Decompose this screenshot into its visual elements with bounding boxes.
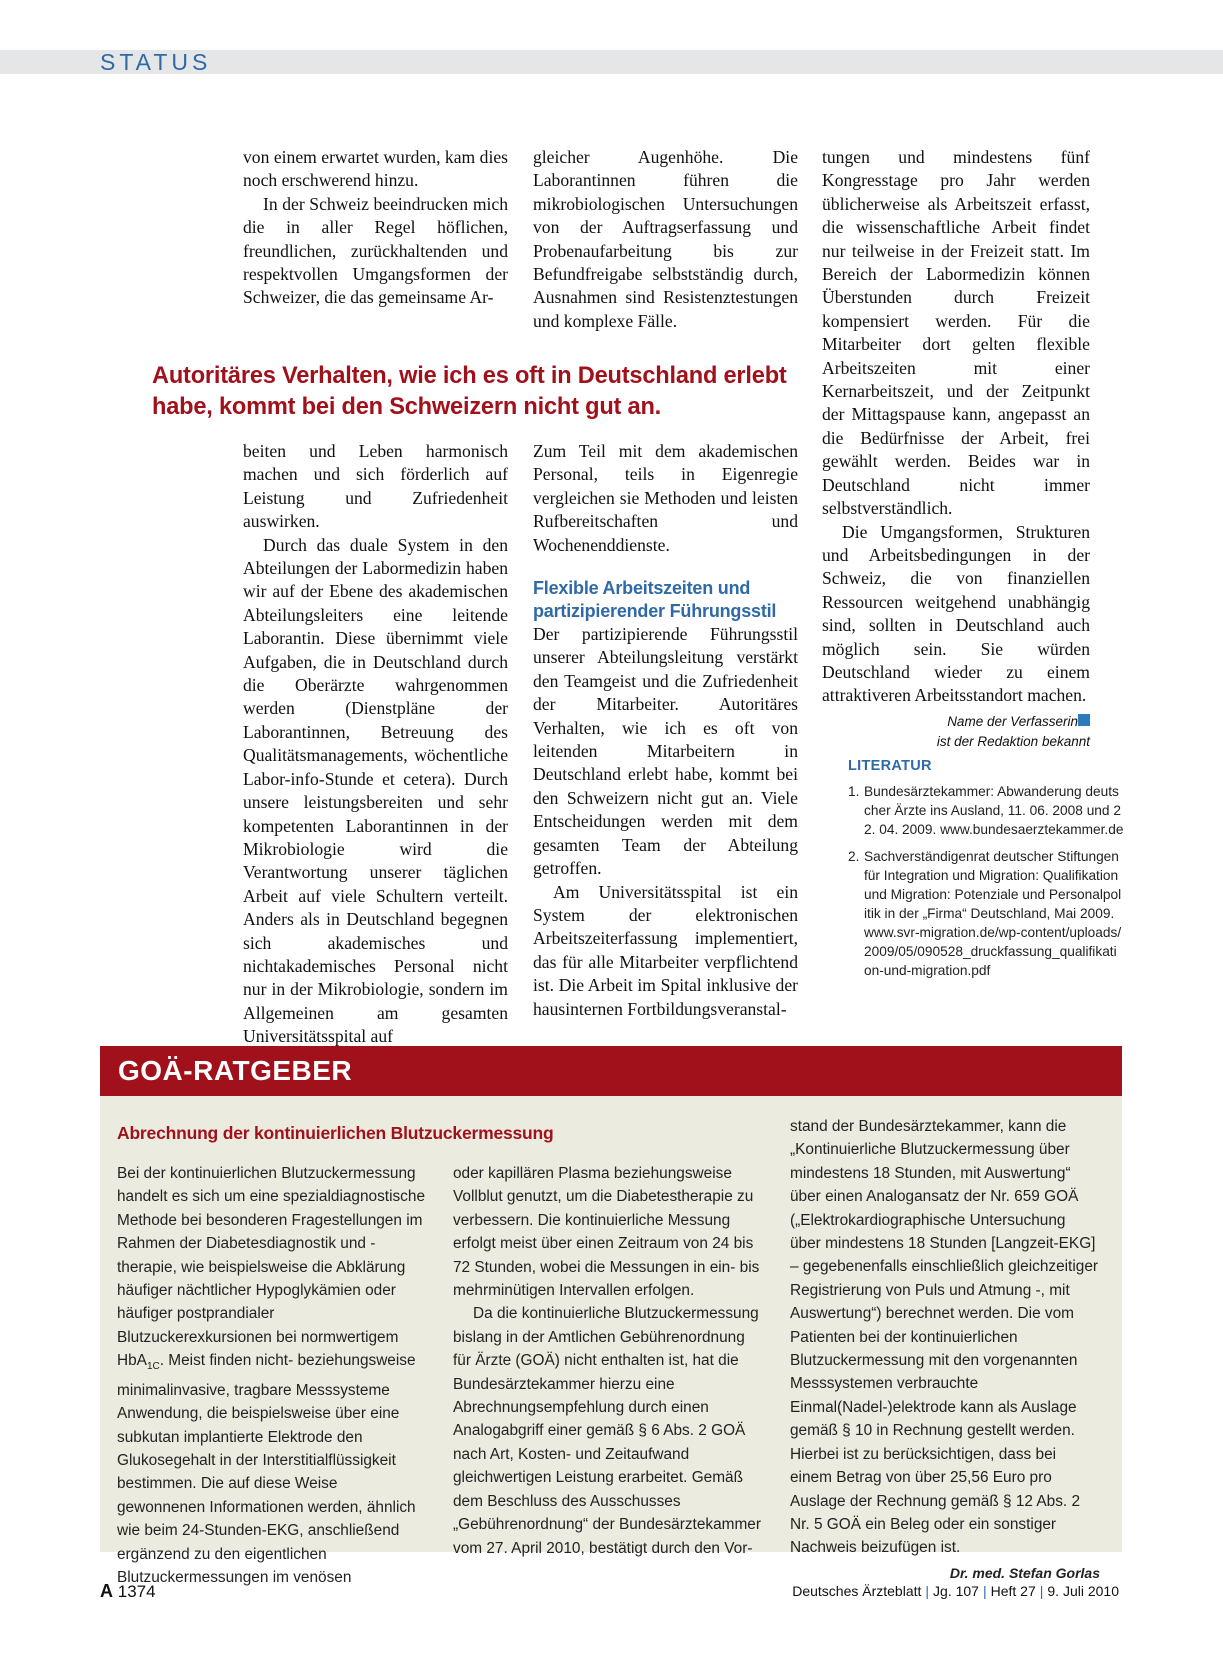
paragraph: von einem erwartet wurden, kam dies noch erschwerend hinzu. xyxy=(243,147,508,191)
paragraph: In der Schweiz beeindrucken mich die in aller Regel höflichen, freundlichen, zurückhaltenden und respektvollen Umgangsformen der Schweizer, die das gemeinsame Ar- xyxy=(243,193,508,308)
section-subheading: Flexible Arbeitszeiten und partizipierender Führungsstil xyxy=(533,578,777,622)
article-column-2-top xyxy=(533,146,798,333)
section-label: STATUS xyxy=(100,49,212,75)
paragraph xyxy=(822,521,1090,708)
literature-heading: LITERATUR xyxy=(848,758,932,774)
paragraph-text: . Meist finden nicht- beziehungsweise minimalinvasive, tragbare Messsysteme Anwendung, die beispielsweise über eine subkutan implantierte Elektrode den Glukosegehalt in der Interstitialflüssigkeit bestimmen. Die auf diese Weise gewonnenen Informationen werden, ähnlich wie beim 24-Stunden-EKG, anschließend ergänzend zu den eigentlichen Blutzuckermessungen im venösen xyxy=(117,1352,416,1586)
literature-text: Sachverständigenrat deutscher Stiftungen für Integration und Migration: Qualifikation und Migration: Potenziale und Personalpolitik in der „Firma“ Deutschland, Mai 2009. www.svr-migration.de/wp-content/uploads/2009/05/090528_druckfassung_qualifikation-und-migration.pdf xyxy=(864,849,1122,978)
paragraph-text: Die Umgangsformen, Strukturen und Arbeitsbedingungen in der Schweiz, die von finanziellen Ressourcen weitgehend unabhängig sind, sollten in Deutschland auch möglich sein. Sie würden Deutschland wieder zu einem attraktiveren Arbeitsstandort machen. xyxy=(822,521,1090,706)
article-column-2-bottom xyxy=(533,440,798,1021)
literature-list xyxy=(848,782,1124,988)
end-mark-icon xyxy=(1078,714,1090,726)
goa-title: GOÄ-RATGEBER xyxy=(118,1055,353,1086)
literature-item xyxy=(848,847,1124,980)
paragraph-text: Bei der kontinuierlichen Blutzuckermessung handelt es sich um eine spezialdiagnostische Methode bei besonderen Fragestellungen im Rahmen der Diabetesdiagnostik und -therapie, wie beispielsweise die Abklärung häufiger nächtlicher Hypoglykämien oder häufiger postprandialer Blutzuckerexkursionen bei normwertigem HbA xyxy=(117,1165,426,1370)
goa-column-1 xyxy=(117,1162,425,1589)
page-number-value: 1374 xyxy=(117,1582,156,1601)
subscript: 1C xyxy=(146,1361,160,1373)
goa-author: Dr. med. Stefan Gorlas xyxy=(949,1564,1100,1581)
page-prefix: A xyxy=(100,1581,113,1601)
paragraph: beiten und Leben harmonisch machen und sich förderlich auf Leistung und Zufriedenheit auswirken. xyxy=(243,441,508,532)
article-column-1-top xyxy=(243,146,508,310)
article-column-1-bottom xyxy=(243,440,508,1049)
literature-item xyxy=(848,782,1124,839)
journal-info xyxy=(792,1583,1119,1599)
goa-column-2 xyxy=(453,1162,761,1560)
goa-column-3 xyxy=(790,1115,1100,1585)
literature-number: 2. xyxy=(848,849,860,864)
literature-number: 1. xyxy=(848,784,860,799)
journal-volume: Jg. 107 xyxy=(933,1583,979,1599)
page-number xyxy=(100,1581,156,1602)
paragraph: tungen und mindestens fünf Kongresstage pro Jahr werden üblicherweise als Arbeitszeit erfasst, die wissenschaftliche Arbeit findet nur teilweise in der Freizeit statt. Im Bereich der Labormedizin können Überstunden durch Freizeit kompensiert werden. Für die Mitarbeiter dort gelten flexible Arbeitszeiten mit einer Kernarbeitszeit, und der Zeitpunkt der Mittagspause kann, angepasst an die Bedürfnisse der Arbeit, frei gewählt werden. Beides war in Deutschland nicht immer selbstverständlich. xyxy=(822,147,1090,519)
paragraph: oder kapillären Plasma beziehungsweise Vollblut genutzt, um die Diabetestherapie zu verbessern. Die kontinuierliche Messung erfolgt meist über einen Zeitraum von 24 bis 72 Stunden, wobei die Messungen in ein- bis mehrminütigen Intervallen erfolgen. xyxy=(453,1165,760,1300)
paragraph xyxy=(117,1162,425,1589)
goa-subtitle: Abrechnung der kontinuierlichen Blutzuckermessung xyxy=(117,1123,554,1143)
paragraph: Zum Teil mit dem akademischen Personal, teils in Eigenregie vergleichen sie Methoden und leisten Rufbereitschaften und Wochenenddienste. xyxy=(533,441,798,555)
paragraph: Da die kontinuierliche Blutzuckermessung bislang in der Amtlichen Gebührenordnung für Ärzte (GOÄ) nicht enthalten ist, hat die Bundesärztekammer hierzu eine Abrechnungsempfehlung durch einen Analogabgriff einer gemäß § 6 Abs. 2 GOÄ nach Art, Kosten- und Zeitaufwand gleichwertigen Leistung erarbeitet. Gemäß dem Beschluss des Ausschusses „Gebührenordnung“ der Bundesärztekammer vom 27. April 2010, bestätigt durch den Vor- xyxy=(453,1305,761,1557)
paragraph: Am Universitätsspital ist ein System der elektronischen Arbeitszeiterfassung implementiert, das für alle Mitarbeiter verpflichtend ist. Die Arbeit im Spital inklusive der hausinternen Fortbildungsveranstal- xyxy=(533,881,798,1019)
author-note xyxy=(822,712,1090,752)
journal-date: 9. Juli 2010 xyxy=(1047,1583,1119,1599)
paragraph-text: stand der Bundesärztekammer, kann die „Kontinuierliche Blutzuckermessung über mindestens 18 Stunden, mit Auswertung“ über einen Analogansatz der Nr. 659 GOÄ („Elektrokardiographische Untersuchung über mindestens 18 Stunden [Langzeit-EKG] – gegebenenfalls einschließlich gleichzeitiger Registrierung von Puls und Atmung -, mit Auswertung“) berechnet werden. Die vom Patienten bei der kontinuierlichen Blutzuckermessung mit den vorgenannten Messsystemen verbrauchte Einmal(Nadel-)elektrode kann als Auslage gemäß § 10 in Rechnung gestellt werden. Hierbei ist zu berücksichtigen, dass bei einem Betrag von über 25,56 Euro pro Auslage der Rechnung gemäß § 12 Abs. 2 Nr. 5 GOÄ ein Beleg oder ein sonstiger Nachweis beizufügen ist. xyxy=(790,1118,1099,1557)
journal-issue: Heft 27 xyxy=(990,1583,1036,1599)
pull-quote: Autoritäres Verhalten, wie ich es oft in Deutschland erlebt habe, kommt bei den Schweizern nicht gut an. xyxy=(152,363,787,420)
article-column-3 xyxy=(822,146,1090,752)
paragraph: Der partizipierende Führungsstil unserer Abteilungsleitung verstärkt den Teamgeist und die Zufriedenheit der Mitarbeiter. Autoritäres Verhalten, wie ich es oft von leitenden Mitarbeitern in Deutschland erlebt habe, kommt bei den Schweizern nicht gut an. Viele Entscheidungen werden mit dem gesamten Team der Abteilung getroffen. xyxy=(533,624,798,879)
journal-name: Deutsches Ärzteblatt xyxy=(792,1583,922,1599)
paragraph xyxy=(790,1115,1100,1581)
paragraph: gleicher Augenhöhe. Die Laborantinnen führen die mikrobiologischen Untersuchungen von der Auftragserfassung und Probenaufarbeitung bis zur Befundfreigabe selbstständig durch, Ausnahmen sind Resistenztestungen und komplexe Fälle. xyxy=(533,147,798,331)
author-note-line: Name der Verfasserin xyxy=(947,713,1078,729)
separator: | xyxy=(925,1583,930,1599)
separator: | xyxy=(982,1583,987,1599)
paragraph: Durch das duale System in den Abteilungen der Labormedizin haben wir auf der Ebene des akademischen Abteilungsleiters eine leitende Laborantin. Diese übernimmt viele Aufgaben, die in Deutschland durch die Oberärzte wahrgenommen werden (Dienstpläne der Laborantinnen, Betreuung des Qualitätsmanagements, wöchentliche Labor-info-Stunde et cetera). Durch unsere leistungsbereiten und sehr kompetenten Laborantinnen in der Mikrobiologie wird die Verantwortung unserer täglichen Arbeit auf viele Schultern verteilt. Anders als in Deutschland begegnen sich akademisches und nichtakademisches Personal nicht nur in der Mikrobiologie, sondern im Allgemeinen am gesamten Universitätsspital auf xyxy=(243,534,508,1047)
separator: | xyxy=(1039,1583,1044,1599)
author-note-line: ist der Redaktion bekannt xyxy=(936,733,1090,749)
literature-text: Bundesärztekammer: Abwanderung deutscher Ärzte ins Ausland, 11. 06. 2008 und 22. 04. 2009. www.bundesaerztekammer.de xyxy=(864,784,1124,837)
